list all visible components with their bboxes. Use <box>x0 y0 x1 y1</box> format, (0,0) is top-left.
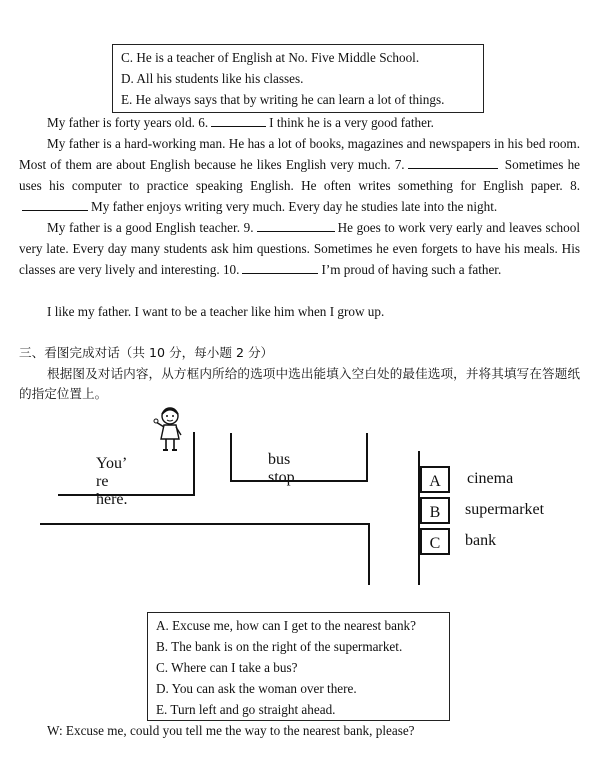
busstop-bottom-edge <box>230 480 368 482</box>
blank-8[interactable] <box>22 196 88 211</box>
blank-7[interactable] <box>408 154 498 169</box>
building-a: A <box>420 466 450 493</box>
girl-figure-icon <box>152 405 186 453</box>
place-bank: bank <box>465 532 497 549</box>
p3-text-a: My father is a good English teacher. 9. <box>47 220 254 235</box>
side-road-edge <box>368 523 370 585</box>
you-are-here-label: You’ re here. <box>96 455 128 508</box>
option-b2: B. The bank is on the right of the supermarket. <box>156 639 403 654</box>
road-edge-left-vertical <box>193 432 195 496</box>
paragraph-1 <box>19 112 580 133</box>
p4-text: I like my father. I want to be a teacher like him when I grow up. <box>47 304 385 319</box>
place-cinema: cinema <box>467 470 514 487</box>
option-d2: D. You can ask the woman over there. <box>156 681 357 696</box>
blank-10[interactable] <box>242 259 318 274</box>
busstop-left-edge <box>230 433 232 481</box>
paragraph-4 <box>19 301 580 322</box>
option-c2: C. Where can I take a bus? <box>156 660 298 675</box>
option-c: C. He is a teacher of English at No. Five Middle School. <box>121 50 420 65</box>
building-b: B <box>420 497 450 524</box>
option-e: E. He always says that by writing he can learn a lot of things. <box>121 92 445 107</box>
paragraph-3 <box>19 217 580 280</box>
main-road-edge <box>40 523 370 525</box>
blank-6[interactable] <box>211 112 266 127</box>
option-e2: E. Turn left and go straight ahead. <box>156 702 336 717</box>
section-heading: 三、看图完成对话（共 10 分，每小题 2 分） <box>19 345 274 360</box>
section-instruction: 根据图及对话内容，从方框内所给的选项中选出能填入空白处的最佳选项，并将其填写在答题纸的指定位置上。 <box>19 366 580 401</box>
p2-text-c: My father enjoys writing very much. Every day he studies late into the night. <box>91 199 498 214</box>
p2-text-b: Sometimes he uses his computer to practice speaking English. He often writes something for English paper. 8. <box>19 157 581 193</box>
option-d: D. All his students like his classes. <box>121 71 304 86</box>
p3-text-b: He goes to work very early and leaves school very late. Every day many students ask him questions. Sometimes he even forgets to have his meals. His classes are very lively and interesting. 10. <box>19 220 580 277</box>
p1-text-b: I think he is a very good father. <box>269 115 434 130</box>
blank-9[interactable] <box>257 217 335 232</box>
dialogue-line-w1: W: Excuse me, could you tell me the way to the nearest bank, please? <box>47 723 415 738</box>
building-c: C <box>420 528 450 555</box>
p2-text-a: My father is a hard-working man. He has a lot of books, magazines and newspapers in his bed room. Most of them are about English because he likes English very much. 7. <box>19 136 580 172</box>
busstop-right-edge <box>366 433 368 482</box>
paragraph-2 <box>19 133 580 217</box>
bus-stop-label: bus stop <box>268 451 295 486</box>
option-a2: A. Excuse me, how can I get to the nearest bank? <box>156 618 416 633</box>
place-supermarket: supermarket <box>465 501 545 518</box>
p1-text-a: My father is forty years old. 6. <box>47 115 209 130</box>
options-box-2 <box>147 612 450 721</box>
p3-text-c: I’m proud of having such a father. <box>321 262 502 277</box>
options-box-1 <box>112 44 484 113</box>
